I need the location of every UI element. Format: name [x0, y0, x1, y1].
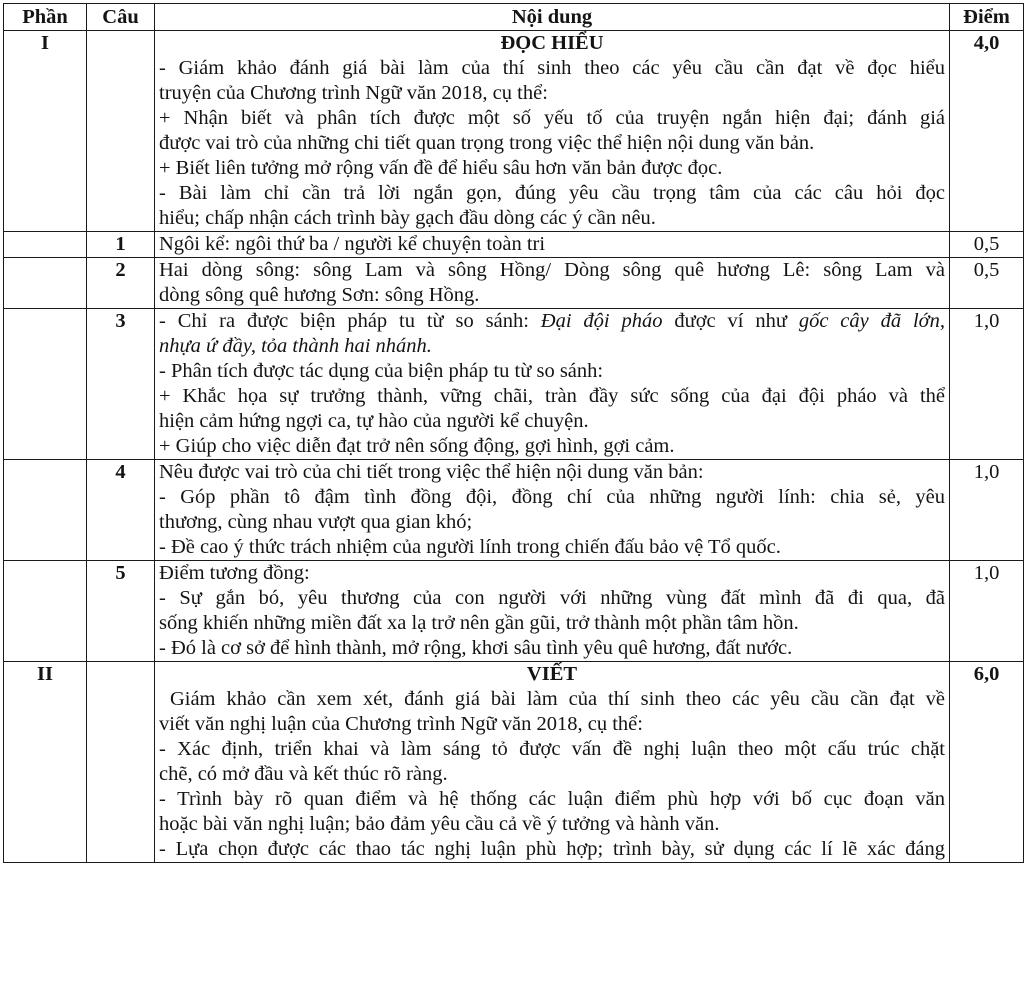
- section-content: [155, 31, 950, 232]
- section-row: [4, 31, 1024, 232]
- header-part: Phần: [4, 4, 87, 31]
- question-score: 1,0: [950, 309, 1024, 460]
- italic-text: Đại đội pháo: [540, 310, 663, 332]
- content-line: hiện cảm hứng ngợi ca, tự hào của người kể chuyện.: [159, 410, 589, 432]
- section-title: ĐỌC HIỂU: [500, 32, 604, 54]
- part-number: II: [4, 662, 87, 863]
- content-line: - Lựa chọn được các thao tác nghị luận phù hợp; trình bày, sử dụng các lí lẽ xác đáng: [159, 838, 945, 860]
- question-number: 4: [87, 460, 155, 561]
- content-line: hiểu; chấp nhận cách trình bày gạch đầu dòng các ý cần nêu.: [159, 207, 656, 229]
- question-row: [4, 309, 1024, 460]
- content-line: - Sự gắn bó, yêu thương của con người với những vùng đất mình đã đi qua, đã: [159, 587, 945, 609]
- question-score: 1,0: [950, 561, 1024, 662]
- part-number: [4, 561, 87, 662]
- content-line: - Trình bày rõ quan điểm và hệ thống các luận điểm phù hợp với bố cục đoạn văn: [159, 788, 945, 810]
- content-line: hoặc bài văn nghị luận; bảo đảm yêu cầu cả về ý tưởng và hành văn.: [159, 813, 720, 835]
- content-line: - Đề cao ý thức trách nhiệm của người lính trong chiến đấu bảo vệ Tổ quốc.: [159, 536, 781, 558]
- content-line: Điểm tương đồng:: [159, 562, 310, 584]
- content-text: - Chỉ ra được biện pháp tu từ so sánh:: [159, 310, 541, 332]
- content-line: - Góp phần tô đậm tình đồng đội, đồng chí của những người lính: chia sẻ, yêu: [159, 486, 945, 508]
- content-line: Ngôi kể: ngôi thứ ba / người kể chuyện toàn tri: [159, 233, 546, 255]
- content-line: Hai dòng sông: sông Lam và sông Hồng/ Dòng sông quê hương Lê: sông Lam và: [159, 259, 945, 281]
- question-number: [87, 662, 155, 863]
- content-line: - Xác định, triển khai và làm sáng tỏ được vấn đề nghị luận theo một cấu trúc chặt: [159, 738, 945, 760]
- section-title: VIẾT: [526, 663, 578, 685]
- content-line: chẽ, có mở đầu và kết thúc rõ ràng.: [159, 763, 448, 785]
- question-score: 0,5: [950, 232, 1024, 258]
- content-text: được ví như: [662, 310, 799, 332]
- question-row: [4, 561, 1024, 662]
- answer-content: [155, 460, 950, 561]
- italic-text: gốc cây đã lớn,: [798, 310, 945, 332]
- content-line: - Đó là cơ sở để hình thành, mở rộng, khơi sâu tình yêu quê hương, đất nước.: [159, 637, 793, 659]
- content-line: được vai trò của những chi tiết quan trọng trong việc thể hiện nội dung văn bản.: [159, 132, 815, 154]
- question-number: [87, 31, 155, 232]
- content-line: + Biết liên tưởng mở rộng vấn đề để hiểu sâu hơn văn bản được đọc.: [159, 157, 723, 179]
- content-line: - Phân tích được tác dụng của biện pháp tu từ so sánh:: [159, 360, 604, 382]
- answer-content: [155, 232, 950, 258]
- content-line: + Khắc họa sự trưởng thành, vững chãi, tràn đầy sức sống của đại đội pháo và thể: [159, 385, 945, 407]
- content-line: - Giám khảo đánh giá bài làm của thí sinh theo các yêu cầu cần đạt về đọc hiểu: [159, 57, 945, 79]
- question-score: 0,5: [950, 258, 1024, 309]
- question-number: 5: [87, 561, 155, 662]
- header-score: Điểm: [950, 4, 1024, 31]
- content-line: dòng sông quê hương Sơn: sông Hồng.: [159, 284, 480, 306]
- content-line: truyện của Chương trình Ngữ văn 2018, cụ thể:: [159, 82, 548, 104]
- header-question: Câu: [87, 4, 155, 31]
- question-number: 2: [87, 258, 155, 309]
- part-number: [4, 460, 87, 561]
- question-row: [4, 460, 1024, 561]
- content-line: Giám khảo cần xem xét, đánh giá bài làm của thí sinh theo các yêu cầu cần đạt về: [159, 688, 945, 710]
- question-number: 3: [87, 309, 155, 460]
- italic-text: nhựa ứ đầy, tỏa thành hai nhánh.: [159, 335, 432, 357]
- question-row: [4, 258, 1024, 309]
- grading-table: [3, 3, 1024, 863]
- content-line: - Bài làm chỉ cần trả lời ngắn gọn, đúng yêu cầu trọng tâm của các câu hỏi đọc: [159, 182, 945, 204]
- part-number: I: [4, 31, 87, 232]
- content-line: [159, 309, 945, 334]
- content-line: Nêu được vai trò của chi tiết trong việc thể hiện nội dung văn bản:: [159, 461, 704, 483]
- content-line: sống khiến những miền đất xa lạ trở nên gần gũi, trở thành một phần tâm hồn.: [159, 612, 799, 634]
- content-line: + Nhận biết và phân tích được một số yếu tố của truyện ngắn hiện đại; đánh giá: [159, 107, 945, 129]
- section-score: 4,0: [950, 31, 1024, 232]
- content-line: thương, cùng nhau vượt qua gian khó;: [159, 511, 473, 533]
- answer-content: [155, 309, 950, 460]
- answer-content: [155, 561, 950, 662]
- answer-content: [155, 258, 950, 309]
- section-row: [4, 662, 1024, 863]
- part-number: [4, 309, 87, 460]
- section-content: [155, 662, 950, 863]
- content-line: + Giúp cho việc diễn đạt trở nên sống động, gợi hình, gợi cảm.: [159, 435, 675, 457]
- content-line: [159, 334, 945, 359]
- question-number: 1: [87, 232, 155, 258]
- part-number: [4, 258, 87, 309]
- question-row: [4, 232, 1024, 258]
- section-score: 6,0: [950, 662, 1024, 863]
- header-row: [4, 4, 1024, 31]
- question-score: 1,0: [950, 460, 1024, 561]
- part-number: [4, 232, 87, 258]
- header-content: Nội dung: [155, 4, 950, 31]
- content-line: viết văn nghị luận của Chương trình Ngữ văn 2018, cụ thể:: [159, 713, 643, 735]
